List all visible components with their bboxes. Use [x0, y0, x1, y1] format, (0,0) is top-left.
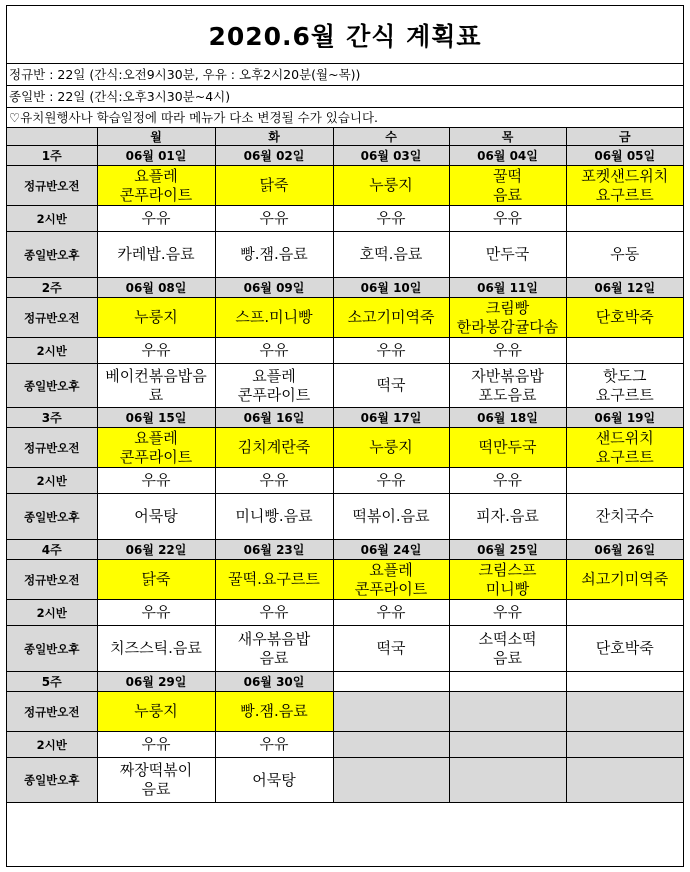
date-cell: 06월 01일	[97, 146, 215, 166]
afternoon-snack-cell	[566, 626, 683, 672]
milk-cell: 우유	[333, 468, 449, 494]
morning-snack-cell	[449, 298, 566, 338]
week-label: 5주	[7, 672, 97, 692]
afternoon-snack-row	[7, 626, 683, 672]
morning-snack-row	[7, 298, 683, 338]
morning-snack-cell	[333, 692, 449, 732]
menu-line: 떡볶이.음료	[352, 507, 430, 525]
week-row	[7, 146, 683, 166]
morning-snack-cell	[333, 166, 449, 206]
date-cell	[566, 672, 683, 692]
afternoon-snack-cell	[449, 232, 566, 278]
menu-line: 꿀떡	[493, 166, 522, 185]
menu-line: 음료	[141, 780, 171, 798]
milk-row	[7, 206, 683, 232]
afternoon-snack-cell	[215, 758, 333, 803]
morning-snack-cell	[215, 692, 333, 732]
date-cell: 06월 03일	[333, 146, 449, 166]
menu-line: 콘푸라이트	[119, 447, 193, 466]
menu-line: 요구르트	[595, 447, 654, 466]
morning-snack-cell	[566, 298, 683, 338]
row-label-milk: 2시반	[7, 600, 97, 626]
morning-snack-row	[7, 692, 683, 732]
row-label-morning: 정규반오전	[7, 692, 97, 732]
afternoon-snack-row	[7, 232, 683, 278]
date-cell: 06월 18일	[449, 408, 566, 428]
row-label-afternoon: 종일반오후	[7, 364, 97, 408]
menu-line: 요플레	[134, 166, 178, 185]
afternoon-snack-cell	[449, 494, 566, 540]
afternoon-snack-cell	[97, 626, 215, 672]
menu-line: 짜장떡볶이	[119, 761, 193, 779]
row-label-milk: 2시반	[7, 468, 97, 494]
menu-line: 떡국	[376, 376, 406, 394]
afternoon-snack-cell	[566, 364, 683, 408]
row-label-afternoon: 종일반오후	[7, 626, 97, 672]
row-label-milk: 2시반	[7, 206, 97, 232]
menu-line: 샌드위치	[595, 428, 654, 447]
afternoon-snack-cell	[449, 758, 566, 803]
menu-line: 콘푸라이트	[237, 385, 311, 404]
date-cell: 06월 23일	[215, 540, 333, 560]
milk-cell: 우유	[97, 468, 215, 494]
afternoon-snack-cell	[333, 232, 449, 278]
afternoon-snack-cell	[333, 758, 449, 803]
afternoon-snack-cell	[97, 494, 215, 540]
milk-cell: 우유	[449, 600, 566, 626]
menu-line: 스프.미니빵	[235, 308, 313, 326]
day-header: 수	[333, 128, 449, 146]
milk-cell: 우유	[215, 600, 333, 626]
afternoon-snack-cell	[566, 232, 683, 278]
date-cell	[333, 672, 449, 692]
menu-line: 한라봉감귤다솜	[456, 317, 559, 336]
afternoon-snack-row	[7, 494, 683, 540]
day-header: 화	[215, 128, 333, 146]
morning-snack-cell	[215, 428, 333, 468]
afternoon-snack-cell	[333, 494, 449, 540]
menu-line: 미니빵	[485, 579, 530, 598]
week-label: 3주	[7, 408, 97, 428]
milk-cell	[449, 732, 566, 758]
menu-line: 치즈스틱.음료	[110, 639, 202, 657]
menu-line: 료	[148, 385, 164, 404]
row-label-afternoon: 종일반오후	[7, 758, 97, 803]
menu-line: 음료	[493, 185, 522, 204]
milk-cell: 우유	[97, 338, 215, 364]
morning-snack-cell	[215, 166, 333, 206]
afternoon-snack-cell	[333, 626, 449, 672]
morning-snack-cell	[215, 560, 333, 600]
date-cell: 06월 17일	[333, 408, 449, 428]
menu-line: 호떡.음료	[359, 245, 423, 263]
date-cell: 06월 19일	[566, 408, 683, 428]
menu-line: 크림스프	[478, 560, 537, 579]
row-label-morning: 정규반오전	[7, 428, 97, 468]
milk-cell: 우유	[97, 206, 215, 232]
morning-snack-row	[7, 166, 683, 206]
menu-line: 단호박죽	[595, 639, 654, 657]
menu-line: 꿀떡.요구르트	[228, 570, 320, 588]
milk-cell: 우유	[449, 206, 566, 232]
milk-cell	[566, 206, 683, 232]
menu-line: 요구르트	[595, 185, 654, 204]
milk-row	[7, 600, 683, 626]
snack-plan-body	[7, 128, 683, 803]
info-line-notice: ♡유치원행사나 학습일정에 따라 메뉴가 다소 변경될 수가 있습니다.	[7, 108, 683, 128]
corner-cell	[7, 128, 97, 146]
menu-line: 누룽지	[134, 702, 178, 720]
week-row	[7, 408, 683, 428]
menu-line: 피자.음료	[476, 507, 539, 525]
row-label-morning: 정규반오전	[7, 298, 97, 338]
row-label-morning: 정규반오전	[7, 166, 97, 206]
milk-row	[7, 338, 683, 364]
menu-line: 어묵탕	[252, 770, 296, 789]
menu-line: 요구르트	[595, 385, 654, 404]
row-label-milk: 2시반	[7, 338, 97, 364]
date-cell: 06월 11일	[449, 278, 566, 298]
milk-cell: 우유	[449, 338, 566, 364]
date-cell: 06월 22일	[97, 540, 215, 560]
morning-snack-cell	[97, 692, 215, 732]
menu-line: 콘푸라이트	[354, 579, 428, 598]
menu-line: 미니빵.음료	[235, 507, 313, 525]
date-cell: 06월 04일	[449, 146, 566, 166]
day-header: 월	[97, 128, 215, 146]
menu-line: 닭죽	[141, 570, 171, 588]
milk-cell: 우유	[97, 732, 215, 758]
menu-line: 닭죽	[259, 176, 289, 194]
menu-line: 어묵탕	[134, 507, 178, 525]
milk-cell: 우유	[333, 600, 449, 626]
milk-cell	[566, 338, 683, 364]
morning-snack-cell	[97, 298, 215, 338]
milk-cell: 우유	[215, 338, 333, 364]
menu-line: 떡만두국	[478, 438, 537, 456]
milk-cell: 우유	[333, 206, 449, 232]
week-label: 4주	[7, 540, 97, 560]
afternoon-snack-cell	[97, 232, 215, 278]
morning-snack-cell	[333, 298, 449, 338]
date-cell	[449, 672, 566, 692]
date-cell: 06월 16일	[215, 408, 333, 428]
day-header: 목	[449, 128, 566, 146]
snack-plan-table	[7, 128, 683, 803]
menu-line: 요플레	[134, 428, 178, 447]
menu-line: 음료	[259, 648, 289, 667]
title-text: 간식 계획표	[346, 21, 482, 51]
row-label-morning: 정규반오전	[7, 560, 97, 600]
week-label: 1주	[7, 146, 97, 166]
date-cell: 06월 25일	[449, 540, 566, 560]
date-cell: 06월 10일	[333, 278, 449, 298]
week-label: 2주	[7, 278, 97, 298]
morning-snack-cell	[97, 560, 215, 600]
info-line-regular: 정규반 : 22일 (간식:오전9시30분, 우유 : 오후2시20분(월~목))	[7, 64, 683, 86]
date-cell: 06월 30일	[215, 672, 333, 692]
menu-line: 떡국	[376, 639, 406, 657]
menu-line: 만두국	[485, 245, 530, 263]
milk-cell	[566, 600, 683, 626]
morning-snack-cell	[333, 560, 449, 600]
row-label-afternoon: 종일반오후	[7, 494, 97, 540]
week-row	[7, 540, 683, 560]
menu-line: 요플레	[252, 366, 296, 385]
milk-cell	[333, 732, 449, 758]
date-cell: 06월 15일	[97, 408, 215, 428]
date-cell: 06월 24일	[333, 540, 449, 560]
menu-line: 포도음료	[478, 385, 537, 404]
afternoon-snack-cell	[449, 626, 566, 672]
afternoon-snack-cell	[566, 758, 683, 803]
day-header: 금	[566, 128, 683, 146]
menu-line: 음료	[493, 648, 522, 667]
milk-cell: 우유	[449, 468, 566, 494]
morning-snack-cell	[449, 692, 566, 732]
morning-snack-cell	[566, 166, 683, 206]
menu-line: 새우볶음밥	[237, 629, 311, 648]
morning-snack-row	[7, 428, 683, 468]
morning-snack-cell	[566, 692, 683, 732]
morning-snack-row	[7, 560, 683, 600]
milk-row	[7, 732, 683, 758]
menu-line: 우동	[610, 245, 640, 263]
menu-line: 콘푸라이트	[119, 185, 193, 204]
morning-snack-cell	[333, 428, 449, 468]
menu-line: 빵.잼.음료	[240, 245, 308, 263]
afternoon-snack-cell	[333, 364, 449, 408]
afternoon-snack-row	[7, 364, 683, 408]
date-cell: 06월 08일	[97, 278, 215, 298]
menu-line: 핫도그	[603, 366, 647, 385]
milk-cell: 우유	[333, 338, 449, 364]
menu-line: 쇠고기미역죽	[581, 570, 669, 588]
morning-snack-cell	[97, 166, 215, 206]
menu-line: 카레밥.음료	[117, 245, 195, 263]
page-title	[7, 6, 683, 64]
morning-snack-cell	[97, 428, 215, 468]
title-month: 2020.6월	[208, 21, 337, 51]
week-row	[7, 278, 683, 298]
afternoon-snack-cell	[215, 626, 333, 672]
menu-line: 잔치국수	[595, 507, 654, 525]
milk-cell: 우유	[215, 732, 333, 758]
menu-line: 단호박죽	[595, 308, 654, 326]
afternoon-snack-cell	[215, 232, 333, 278]
milk-cell: 우유	[215, 206, 333, 232]
afternoon-snack-cell	[97, 364, 215, 408]
milk-cell: 우유	[215, 468, 333, 494]
afternoon-snack-cell	[215, 494, 333, 540]
date-cell: 06월 26일	[566, 540, 683, 560]
morning-snack-cell	[449, 166, 566, 206]
date-cell: 06월 05일	[566, 146, 683, 166]
day-header-row	[7, 128, 683, 146]
menu-line: 누룽지	[369, 176, 413, 194]
menu-line: 김치계란죽	[237, 438, 311, 456]
menu-line: 베이컨볶음밥음	[105, 366, 207, 385]
info-line-fullday: 종일반 : 22일 (간식:오후3시30분~4시)	[7, 86, 683, 108]
morning-snack-cell	[215, 298, 333, 338]
row-label-afternoon: 종일반오후	[7, 232, 97, 278]
afternoon-snack-cell	[449, 364, 566, 408]
milk-cell	[566, 732, 683, 758]
morning-snack-cell	[566, 560, 683, 600]
milk-cell: 우유	[97, 600, 215, 626]
menu-line: 포켓샌드위치	[581, 166, 669, 185]
date-cell: 06월 09일	[215, 278, 333, 298]
menu-line: 소고기미역죽	[347, 308, 435, 326]
morning-snack-cell	[449, 560, 566, 600]
morning-snack-cell	[566, 428, 683, 468]
menu-line: 누룽지	[134, 308, 178, 326]
menu-line: 자반볶음밥	[471, 366, 544, 385]
date-cell: 06월 12일	[566, 278, 683, 298]
milk-row	[7, 468, 683, 494]
morning-snack-cell	[449, 428, 566, 468]
afternoon-snack-cell	[215, 364, 333, 408]
menu-line: 소떡소떡	[478, 629, 537, 648]
menu-line: 빵.잼.음료	[240, 702, 308, 720]
menu-line: 크림빵	[485, 298, 530, 317]
date-cell: 06월 02일	[215, 146, 333, 166]
afternoon-snack-cell	[97, 758, 215, 803]
milk-cell	[566, 468, 683, 494]
week-row	[7, 672, 683, 692]
menu-line: 요플레	[369, 560, 413, 579]
row-label-milk: 2시반	[7, 732, 97, 758]
afternoon-snack-cell	[566, 494, 683, 540]
snack-plan-sheet	[6, 5, 684, 867]
date-cell: 06월 29일	[97, 672, 215, 692]
afternoon-snack-row	[7, 758, 683, 803]
menu-line: 누룽지	[369, 438, 413, 456]
